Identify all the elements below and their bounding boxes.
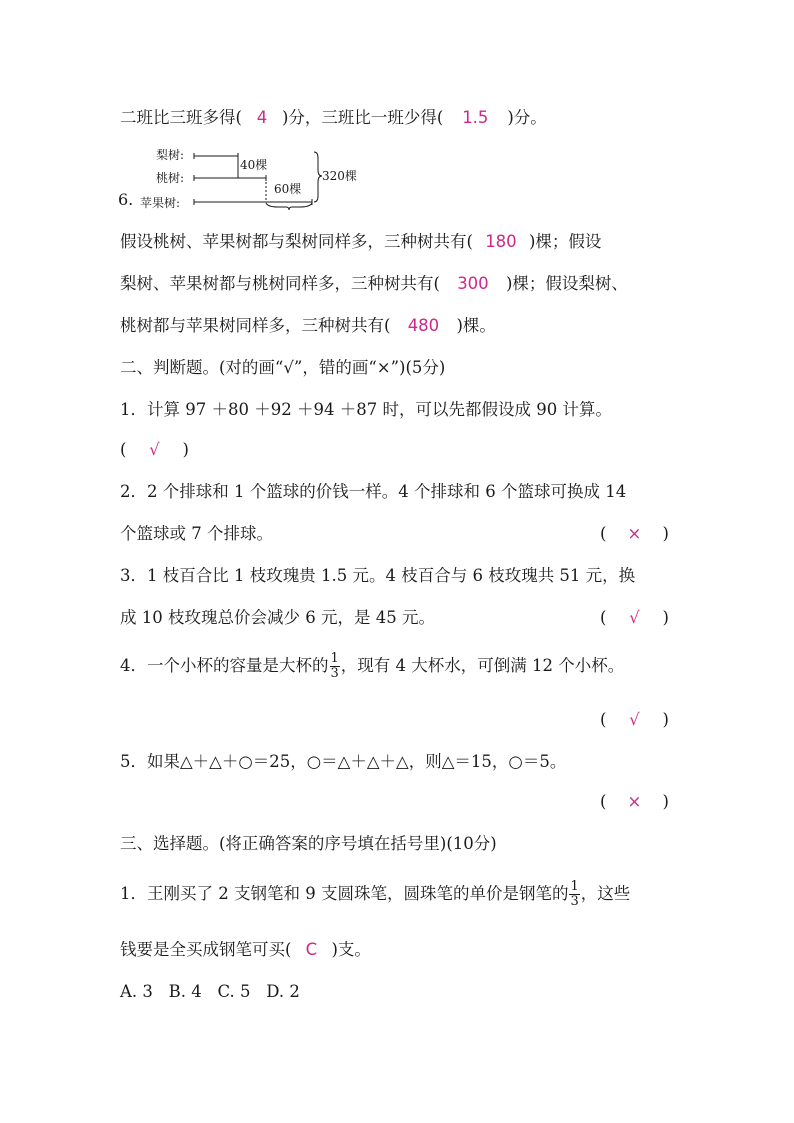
judge-q3-line-1: 3．1 枝百合比 1 枝玫瑰贵 1.5 元。4 枝百合与 6 枝玫瑰共 51 元，换 [120,566,636,585]
judge-q4: 4．一个小杯的容量是大杯的 $\frac{1}{3}$ ，现有 4 大杯水，可倒满 12 个小杯。 [120,651,625,681]
q6-line-2: 梨树、苹果树都与桃树同样多，三种树共有( 300 )棵；假设梨树、 [120,272,628,296]
judge-q1: 1．计算 97 ＋80 ＋92 ＋94 ＋87 时，可以先都假设成 90 计算。 [120,400,612,419]
fraction: $\frac{1}{3}$ [570,879,579,909]
diff-60: 60棵 [274,182,302,196]
section-2-heading: 二、判断题。(对的画“√”，错的画“×”)(5分) [120,358,446,377]
answer-mark: × [627,524,642,543]
section-3-heading: 三、选择题。(将正确答案的序号填在括号里)(10分) [120,834,497,853]
answer-value: 4 [256,108,268,127]
fraction: $\frac{1}{3}$ [330,651,339,681]
answer-mark: √ [629,608,640,627]
choice-q1-line-2: 钱要是全买成钢笔可买( C )支。 [120,938,371,962]
choice-q1-line-1: 1．王刚买了 2 支钢笔和 9 支圆珠笔，圆珠笔的单价是钢笔的 $\frac{1}{3}$ ，这些 [120,879,631,909]
label-peach: 桃树: [156,171,185,185]
judge-q3-answer: ( √ ) [600,606,669,630]
answer-value: C [305,940,318,959]
answer-mark: × [627,792,642,811]
answer-mark: √ [149,440,160,459]
answer-value: 480 [407,316,440,335]
answer-value: 300 [457,274,489,293]
tree-comparison-diagram [118,140,378,210]
judge-q5: 5．如果△＋△＋○＝25，○＝△＋△＋△，则△＝15，○＝5。 [120,752,567,771]
q6-line-1: 假设桃树、苹果树都与梨树同样多，三种树共有( 180 )棵；假设 [120,230,601,254]
judge-q3-line-2: 成 10 枝玫瑰总价会减少 6 元，是 45 元。 [120,608,435,627]
diff-40: 40棵 [240,158,268,172]
answer-mark: √ [629,710,640,729]
judge-q2-line-2: 个篮球或 7 个排球。 [120,524,273,543]
total-label: 320棵 [322,169,357,183]
judge-q2-answer: ( × ) [600,522,669,546]
answer-value: 1.5 [462,108,489,127]
answer-value: 180 [485,232,517,251]
label-pear: 梨树: [156,148,185,162]
q6-line-3: 桃树都与苹果树同样多，三种树共有( 480 )棵。 [120,314,496,338]
choice-q1-options: A. 3 B. 4 C. 5 D. 2 [120,982,300,1001]
judge-q1-answer: ( √ ) [120,438,189,462]
judge-q4-answer: ( √ ) [600,708,669,732]
judge-q5-answer: ( × ) [600,790,669,814]
question-number: 6. [118,190,134,209]
judge-q2-line-1: 2．2 个排球和 1 个篮球的价钱一样。4 个排球和 6 个篮球可换成 14 [120,482,627,501]
answer-line-1: 二班比三班多得( 4 )分，三班比一班少得( 1.5 )分。 [120,106,547,130]
label-apple: 苹果树: [140,196,181,210]
